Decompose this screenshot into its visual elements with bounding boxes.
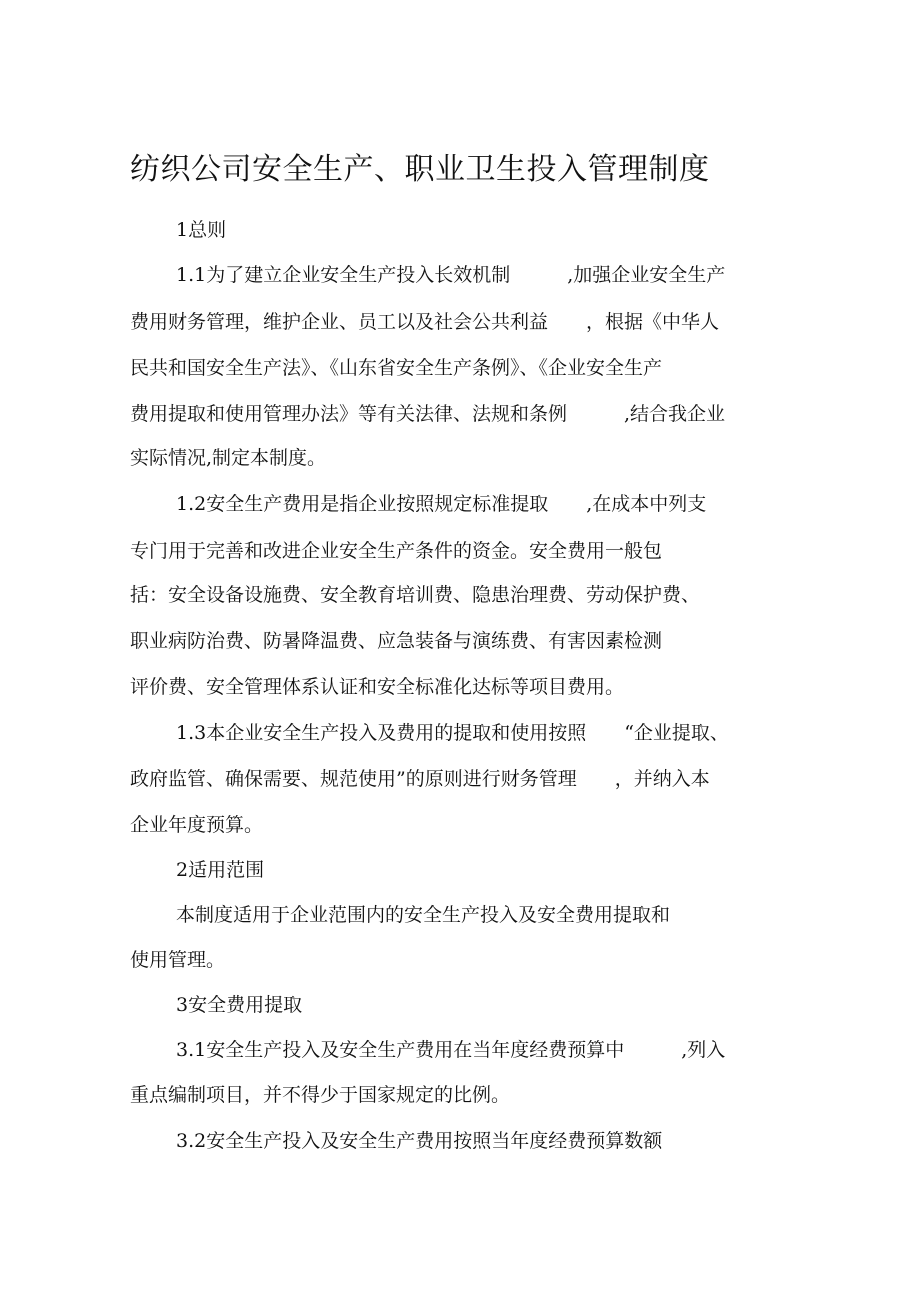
paragraph-line: 1.3本企业安全生产投入及费用的提取和使用按照 “企业提取、 [176, 722, 729, 744]
paragraph-line: 评价费、安全管理体系认证和安全标准化达标等项目费用。 [130, 676, 625, 698]
paragraph-line: 专门用于完善和改进企业安全生产条件的资金。安全费用一般包 [130, 540, 663, 562]
document-title: 纺织公司安全生产、职业卫生投入管理制度 [130, 152, 710, 187]
section-heading-scope: 2适用范围 [176, 859, 265, 881]
paragraph-line: 括：安全设备设施费、安全教育培训费、隐患治理费、劳动保护费、 [130, 584, 701, 606]
paragraph-line: 1.2安全生产费用是指企业按照规定标准提取 ,在成本中列支 [176, 493, 707, 515]
paragraph-line: 职业病防治费、防暑降温费、应急装备与演练费、有害因素检测 [130, 630, 663, 652]
paragraph-line: 政府监管、确保需要、规范使用”的原则进行财务管理 ，并纳入本 [130, 768, 710, 790]
paragraph-line: 企业年度预算。 [130, 814, 264, 836]
paragraph-line: 1.1为了建立企业安全生产投入长效机制 ,加强企业安全生产 [176, 264, 726, 286]
paragraph-line: 费用财务管理，维护企业、员工以及社会公共利益 ，根据《中华人 [130, 311, 720, 333]
paragraph-line: 费用提取和使用管理办法》等有关法律、法规和条例 ,结合我企业 [130, 403, 726, 425]
paragraph-line: 本制度适用于企业范围内的安全生产投入及安全费用提取和 [176, 904, 671, 926]
paragraph-line: 重点编制项目，并不得少于国家规定的比例。 [130, 1084, 511, 1106]
paragraph-line: 民共和国安全生产法》、《山东省安全生产条例》、《企业安全生产 [130, 357, 663, 379]
section-heading-extraction: 3安全费用提取 [176, 994, 303, 1016]
section-heading-general: 1总则 [176, 219, 227, 241]
paragraph-line: 3.1安全生产投入及安全生产费用在当年度经费预算中 ,列入 [176, 1039, 726, 1061]
paragraph-line: 3.2安全生产投入及安全生产费用按照当年度经费预算数额 [176, 1130, 663, 1152]
paragraph-line: 实际情况,制定本制度。 [130, 447, 327, 469]
paragraph-line: 使用管理。 [130, 949, 226, 971]
